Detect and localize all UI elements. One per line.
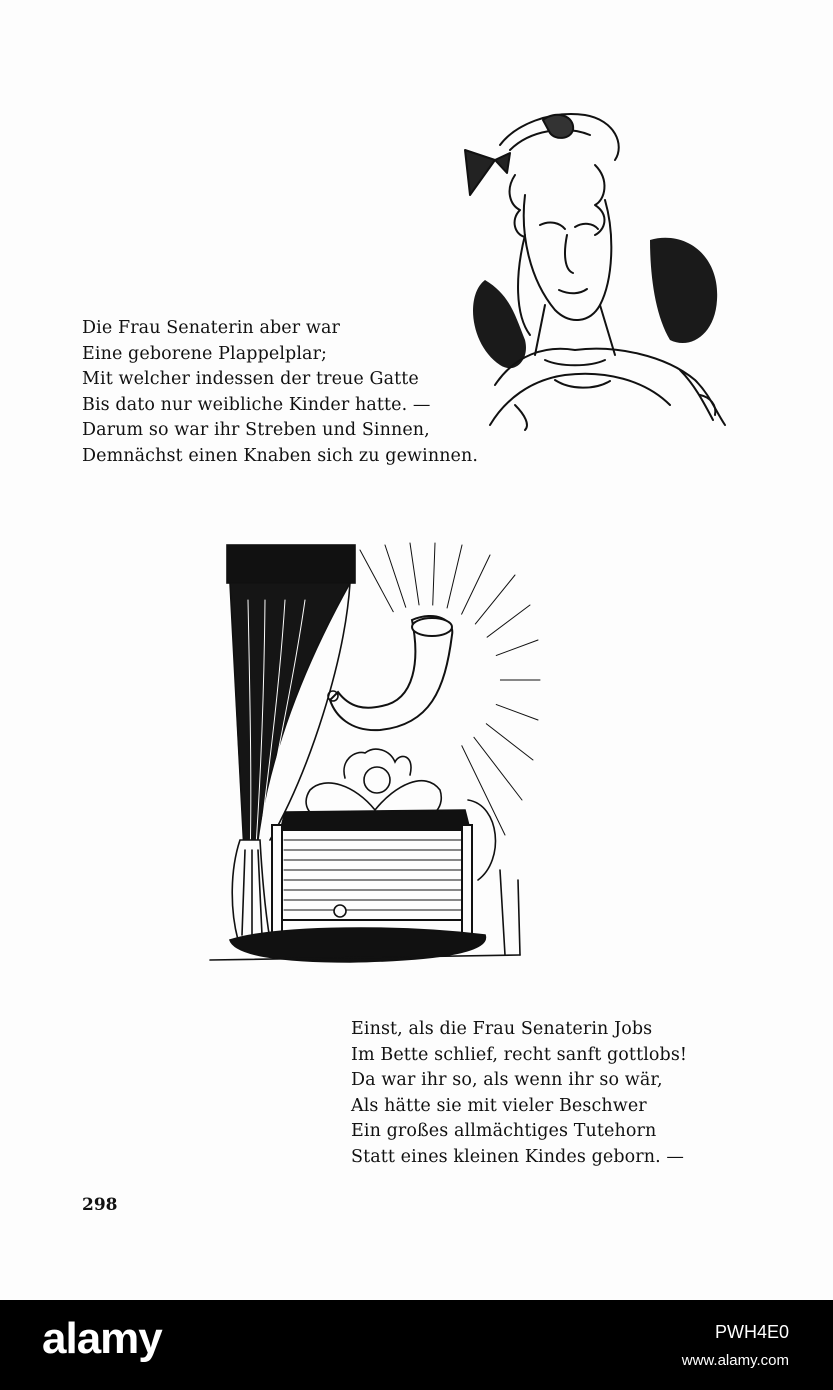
verse-line: Im Bette schlief, recht sanft gottlobs! xyxy=(351,1044,688,1065)
verse-line: Einst, als die Frau Senaterin Jobs xyxy=(351,1019,653,1039)
verse-line: Statt eines kleinen Kindes geborn. — xyxy=(351,1146,685,1167)
bed-with-tutehorn-illustration xyxy=(200,540,545,970)
verse-line: Demnächst einen Knaben sich zu gewinnen. xyxy=(82,445,479,466)
watermark-footer xyxy=(0,1300,833,1390)
verse-line: Eine geborene Plappelplar; xyxy=(82,343,328,364)
page-number: 298 xyxy=(82,1195,118,1215)
watermark-url: www.alamy.com xyxy=(681,1352,789,1369)
alamy-logo: alamy xyxy=(42,1314,162,1363)
image-id: PWH4E0 xyxy=(714,1322,789,1342)
woman-portrait-illustration xyxy=(455,105,740,435)
verse-line: Darum so war ihr Streben und Sinnen, xyxy=(82,420,430,441)
stanza-2 xyxy=(351,1017,687,1171)
stanza-1 xyxy=(82,316,478,470)
verse-line: Als hätte sie mit vieler Beschwer xyxy=(351,1095,647,1116)
verse-line: Da war ihr so, als wenn ihr so wär, xyxy=(351,1070,663,1091)
verse-line: Bis dato nur weibliche Kinder hatte. — xyxy=(82,394,431,415)
verse-line: Die Frau Senaterin aber war xyxy=(82,318,340,338)
verse-line: Mit welcher indessen der treue Gatte xyxy=(82,369,419,390)
verse-line: Ein großes allmächtiges Tutehorn xyxy=(351,1121,657,1142)
